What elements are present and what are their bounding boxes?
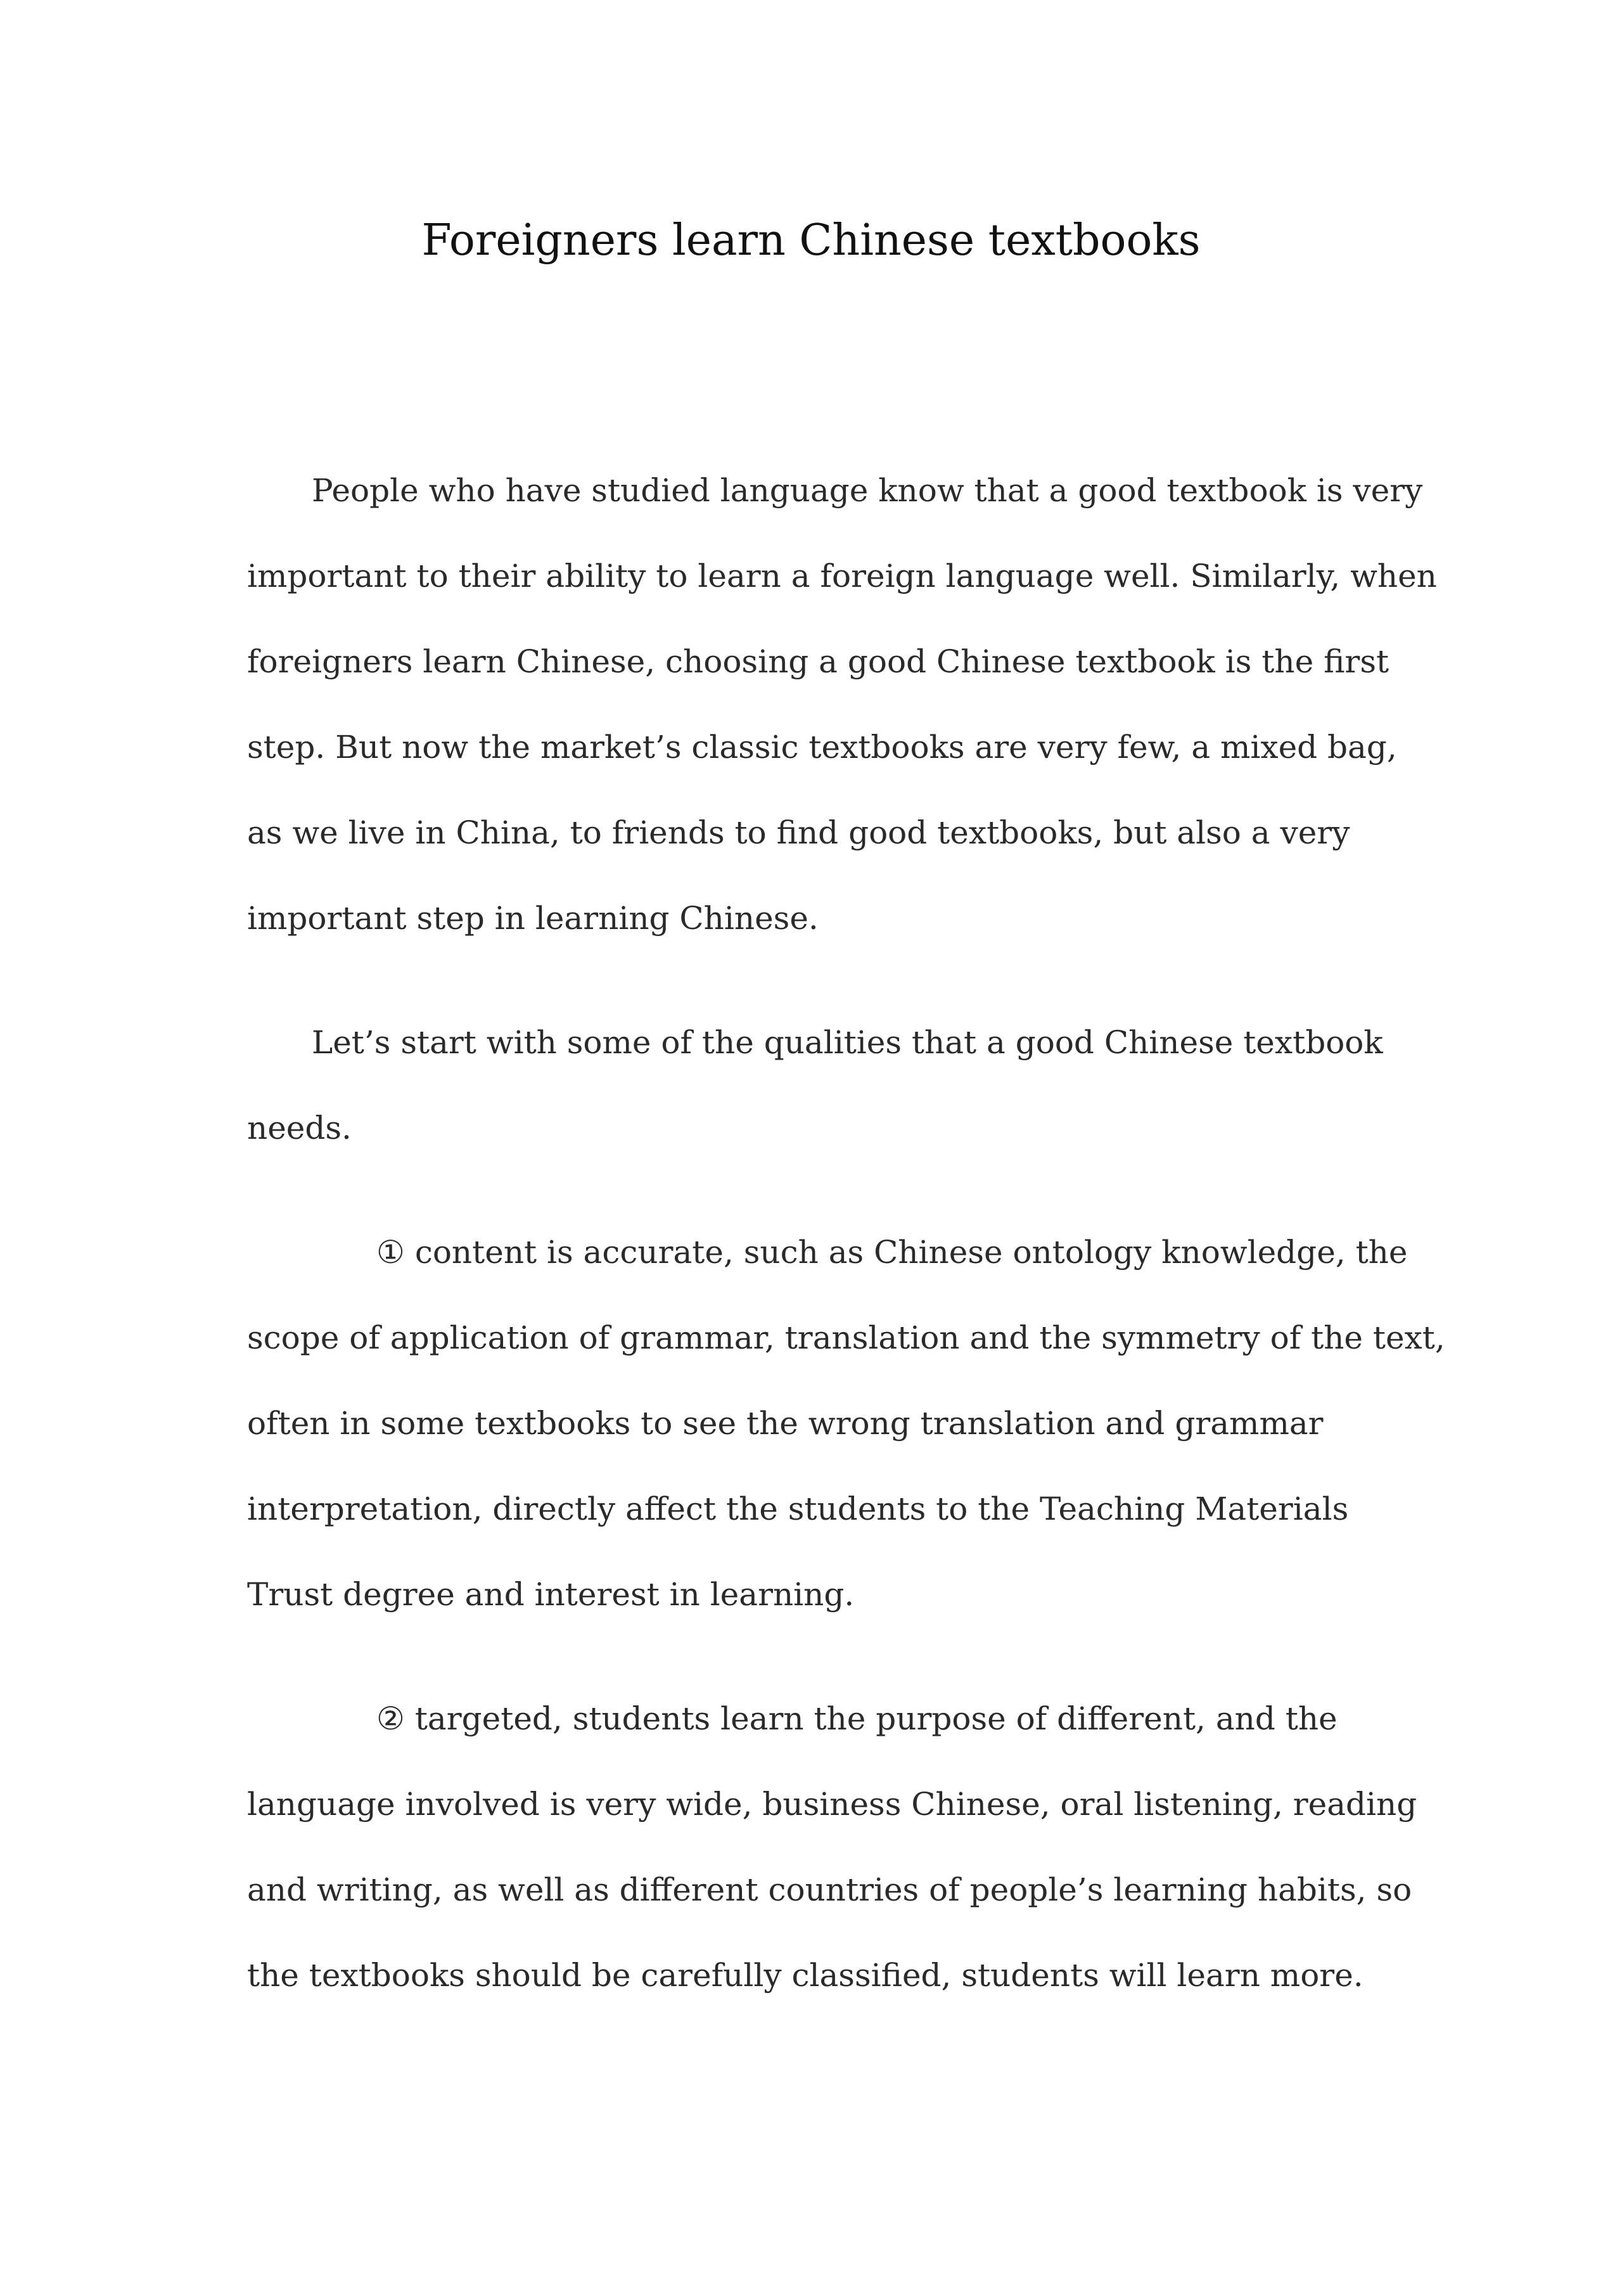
text-line bbox=[247, 1210, 1413, 1295]
paragraph-point-2 bbox=[247, 1676, 1417, 2018]
text-line: the textbooks should be carefully classified, students will learn more. bbox=[247, 1957, 1363, 1994]
text-line: needs. bbox=[247, 1110, 352, 1146]
text-line: People who have studied language know that a good textbook is very bbox=[312, 472, 1423, 509]
text-line: Trust degree and interest in learning. bbox=[247, 1576, 855, 1613]
text-line: interpretation, directly affect the students to the Teaching Materials bbox=[247, 1491, 1349, 1527]
paragraph-point-1 bbox=[247, 1210, 1445, 1638]
text-line: important step in learning Chinese. bbox=[247, 900, 819, 937]
paragraph-intro bbox=[247, 448, 1437, 961]
text-line: Let’s start with some of the qualities that a good Chinese textbook bbox=[312, 1024, 1383, 1061]
text-line: as we live in China, to friends to find good textbooks, but also a very bbox=[247, 814, 1350, 851]
text-line: language involved is very wide, business Chinese, oral listening, reading bbox=[247, 1786, 1417, 1823]
text-line: scope of application of grammar, translation and the symmetry of the text, bbox=[247, 1319, 1445, 1356]
text-line: often in some textbooks to see the wrong translation and grammar bbox=[247, 1405, 1324, 1442]
text-line-content: content is accurate, such as Chinese ontology knowledge, the bbox=[414, 1234, 1408, 1271]
text-line bbox=[247, 1676, 1413, 1762]
circled-number-1: ① bbox=[376, 1234, 405, 1271]
text-line: foreigners learn Chinese, choosing a good Chinese textbook is the first bbox=[247, 643, 1389, 680]
text-line: and writing, as well as different countries of people’s learning habits, so bbox=[247, 1871, 1412, 1908]
paragraph-qualities-intro bbox=[247, 1000, 1413, 1171]
text-line-content: targeted, students learn the purpose of different, and the bbox=[414, 1700, 1338, 1737]
text-line: important to their ability to learn a foreign language well. Similarly, when bbox=[247, 558, 1437, 594]
document-title: Foreigners learn Chinese textbooks bbox=[421, 215, 1201, 266]
circled-number-2: ② bbox=[376, 1700, 405, 1737]
text-line: step. But now the market’s classic textbooks are very few, a mixed bag, bbox=[247, 729, 1397, 766]
